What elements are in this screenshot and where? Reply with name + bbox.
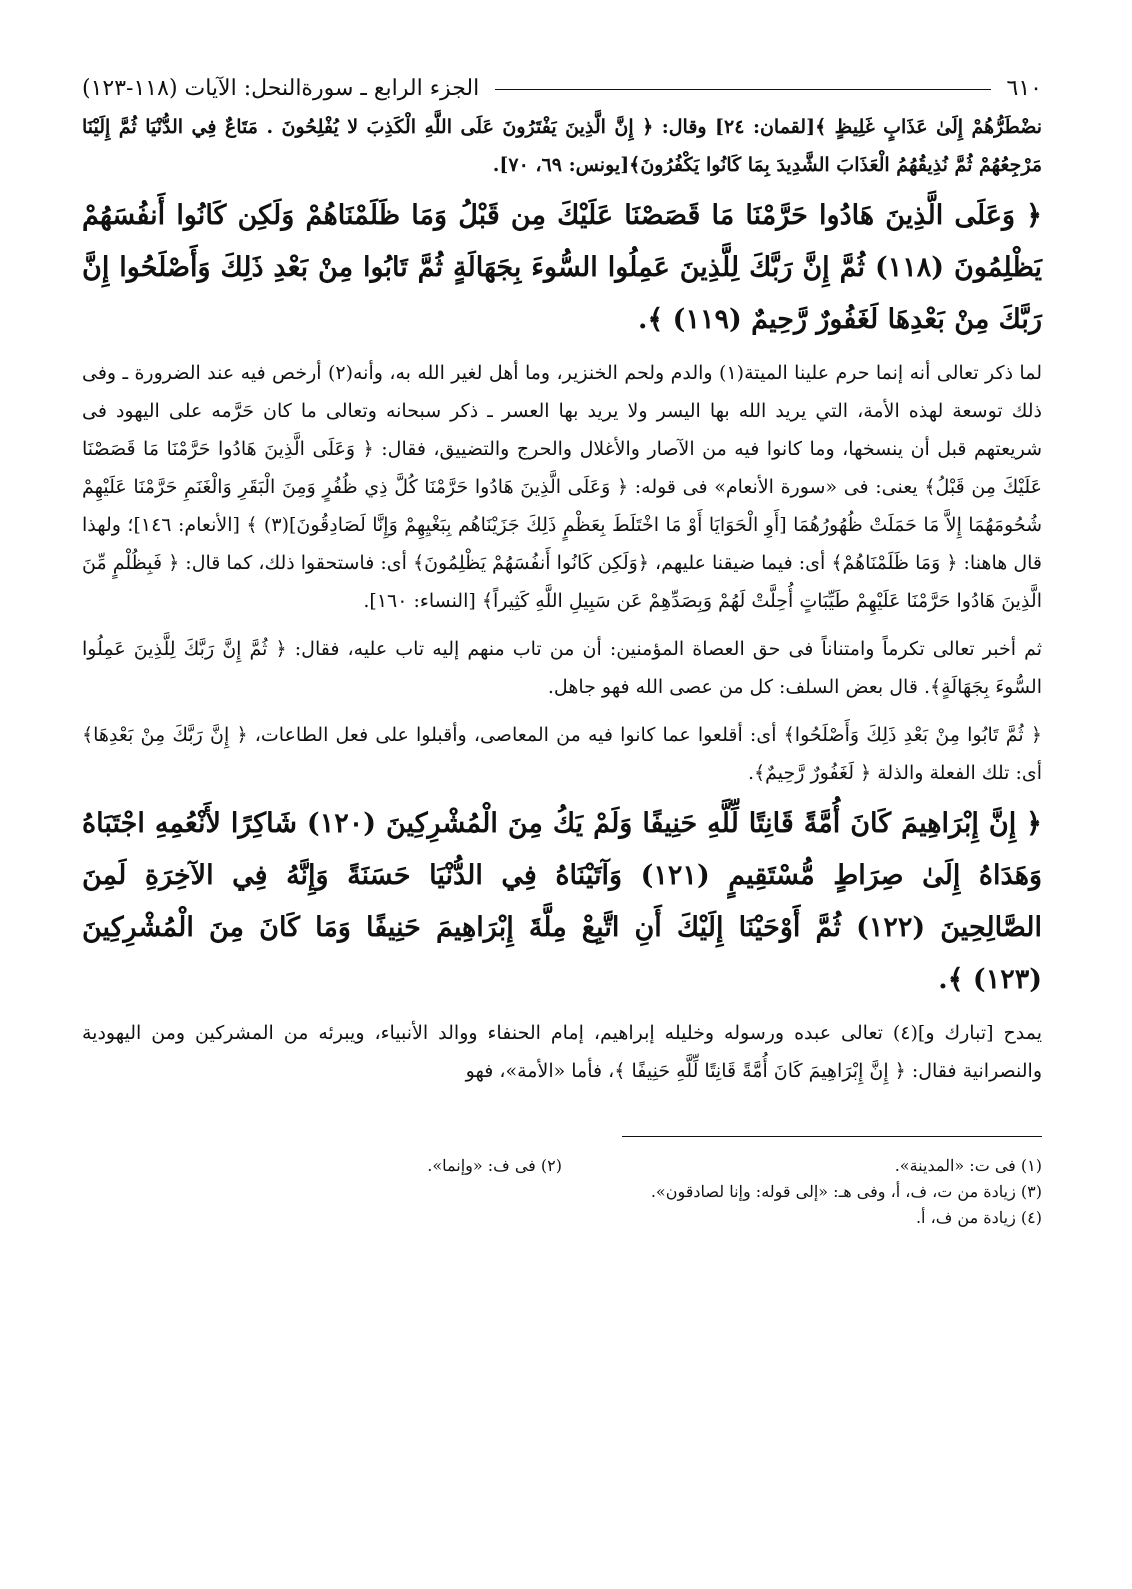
- footnotes: [82, 1153, 1042, 1231]
- verse-118-119: ﴿ وَعَلَى الَّذِينَ هَادُوا حَرَّمْنَا مَا قَصَصْنَا عَلَيْكَ مِن قَبْلُ وَمَا ظَلَمْنَاهُمْ وَلَكِن كَانُوا أَنفُسَهُمْ يَظْلِمُونَ (١١٨) ثُمَّ إِنَّ رَبَّكَ لِلَّذِينَ عَمِلُوا السُّوءَ بِجَهَالَةٍ ثُمَّ تَابُوا مِنْ بَعْدِ ذَلِكَ وَأَصْلَحُوا إِنَّ رَبَّكَ مِنْ بَعْدِهَا لَغَفُورٌ رَّحِيمٌ (١١٩) ﴾.: [82, 200, 1042, 335]
- footnote-3: (٣) زيادة من ت، ف، أ، وفى هـ: «إلى قوله: وإنا لصادقون».: [650, 1182, 1042, 1201]
- footnote-2: (٢) فى ف: «وإنما».: [427, 1156, 562, 1175]
- footnote-row: [82, 1153, 1042, 1179]
- tafsir-paragraph-2: ثم أخبر تعالى تكرماً وامتناناً فى حق العصاة المؤمنين: أن من تاب منهم إليه تاب عليه، فقال: ﴿ ثُمَّ إِنَّ رَبَّكَ لِلَّذِينَ عَمِلُوا السُّوءَ بِجَهَالَةٍ﴾. قال بعض السلف: كل من عصى الله فهو جاهل.: [82, 638, 1042, 698]
- footnote-1: (١) فى ت: «المدينة».: [894, 1156, 1042, 1175]
- page-header: [82, 70, 1042, 108]
- tafsir-paragraph-3: ﴿ ثُمَّ تَابُوا مِنْ بَعْدِ ذَلِكَ وَأَصْلَحُوا﴾ أى: أقلعوا عما كانوا فيه من المعاصى، وأقبلوا على فعل الطاعات، ﴿ إِنَّ رَبَّكَ مِنْ بَعْدِهَا﴾ أى: تلك الفعلة والذلة ﴿ لَغَفُورٌ رَّحِيمٌ﴾.: [82, 724, 1042, 784]
- paragraph-gap: [82, 706, 1042, 716]
- tafsir-paragraph-1: لما ذكر تعالى أنه إنما حرم علينا الميتة(١) والدم ولحم الخنزير، وما أهل لغير الله به، وأنه(٢) أرخص فيه عند الضرورة ـ وفى ذلك توسعة لهذه الأمة، التي يريد الله بها اليسر ولا يريد بها العسر ـ ذكر سبحانه وتعالى ما كان حَرَّمه على اليهود فى شريعتهم قبل أن ينسخها، وما كانوا فيه من الآصار والأغلال والحرج والتضييق، فقال: ﴿ وَعَلَى الَّذِينَ هَادُوا حَرَّمْنَا مَا قَصَصْنَا عَلَيْكَ مِن قَبْلُ﴾ يعنى: فى «سورة الأنعام» فى قوله: ﴿ وَعَلَى الَّذِينَ هَادُوا حَرَّمْنَا كُلَّ ذِي ظُفُرٍ وَمِنَ الْبَقَرِ وَالْغَنَمِ حَرَّمْنَا عَلَيْهِمْ شُحُومَهُمَا إِلاَّ مَا حَمَلَتْ ظُهُورُهُمَا [أَوِ الْحَوَايَا أَوْ مَا اخْتَلَطَ بِعَظْمٍ ذَلِكَ جَزَيْنَاهُم بِبَغْيِهِمْ وَإِنَّا لَصَادِقُونَ](٣) ﴾ [الأنعام: ١٤٦]؛ ولهذا قال هاهنا: ﴿ وَمَا ظَلَمْنَاهُمْ﴾ أى: فيما ضيقنا عليهم، ﴿وَلَكِن كَانُوا أَنفُسَهُمْ يَظْلِمُونَ﴾ أى: فاستحقوا ذلك، كما قال: ﴿ فَبِظُلْمٍ مِّنَ الَّذِينَ هَادُوا حَرَّمْنَا عَلَيْهِمْ طَيِّبَاتٍ أُحِلَّتْ لَهُمْ وَبِصَدِّهِمْ عَن سَبِيلِ اللَّهِ كَثِيراً﴾ [النساء: ١٦٠].: [82, 362, 1043, 612]
- verse-120-123: ﴿ إِنَّ إِبْرَاهِيمَ كَانَ أُمَّةً قَانِتًا لِّلَّهِ حَنِيفًا وَلَمْ يَكُ مِنَ الْمُشْرِكِينَ (١٢٠) شَاكِرًا لأَنْعُمِهِ اجْتَبَاهُ وَهَدَاهُ إِلَىٰ صِرَاطٍ مُّسْتَقِيمٍ (١٢١) وَآتَيْنَاهُ فِي الدُّنْيَا حَسَنَةً وَإِنَّهُ فِي الآخِرَةِ لَمِنَ الصَّالِحِينَ (١٢٢) ثُمَّ أَوْحَيْنَا إِلَيْكَ أَنِ اتَّبِعْ مِلَّةَ إِبْرَاهِيمَ حَنِيفًا وَمَا كَانَ مِنَ الْمُشْرِكِينَ (١٢٣) ﴾.: [82, 808, 1042, 995]
- footnote-rule: [622, 1136, 1042, 1137]
- paragraph-gap: [82, 620, 1042, 630]
- page-number: ٦١٠: [1006, 76, 1042, 101]
- header-rule: [495, 89, 990, 90]
- running-title: الجزء الرابع ـ سورةالنحل: الآيات (١١٨-١٢٣): [82, 76, 480, 101]
- footnote-4: (٤) زيادة من ف، أ.: [915, 1208, 1042, 1227]
- tafsir-paragraph-4: يمدح [تبارك و](٤) تعالى عبده ورسوله وخليله إبراهيم، إمام الحنفاء ووالد الأنبياء، ويبرئه من المشركين ومن اليهودية والنصرانية فقال: ﴿ إِنَّ إِبْرَاهِيمَ كَانَ أُمَّةً قَانِتًا لِّلَّهِ حَنِيفًا ﴾، فأما «الأمة»، فهو: [82, 1022, 1042, 1082]
- book-page: [82, 70, 1042, 1570]
- intro-paragraph: نضْطَرُّهُمْ إِلَىٰ عَذَابٍ غَلِيظٍ ﴾[لقمان: ٢٤] وقال: ﴿ إِنَّ الَّذِينَ يَفْتَرُونَ عَلَى اللَّهِ الْكَذِبَ لا يُفْلِحُونَ . مَتَاعٌ فِي الدُّنْيَا ثُمَّ إِلَيْنَا مَرْجِعُهُمْ ثُمَّ نُذِيقُهُمُ الْعَذَابَ الشَّدِيدَ بِمَا كَانُوا يَكْفُرُونَ﴾[يونس: ٦٩، ٧٠].: [82, 116, 1042, 176]
